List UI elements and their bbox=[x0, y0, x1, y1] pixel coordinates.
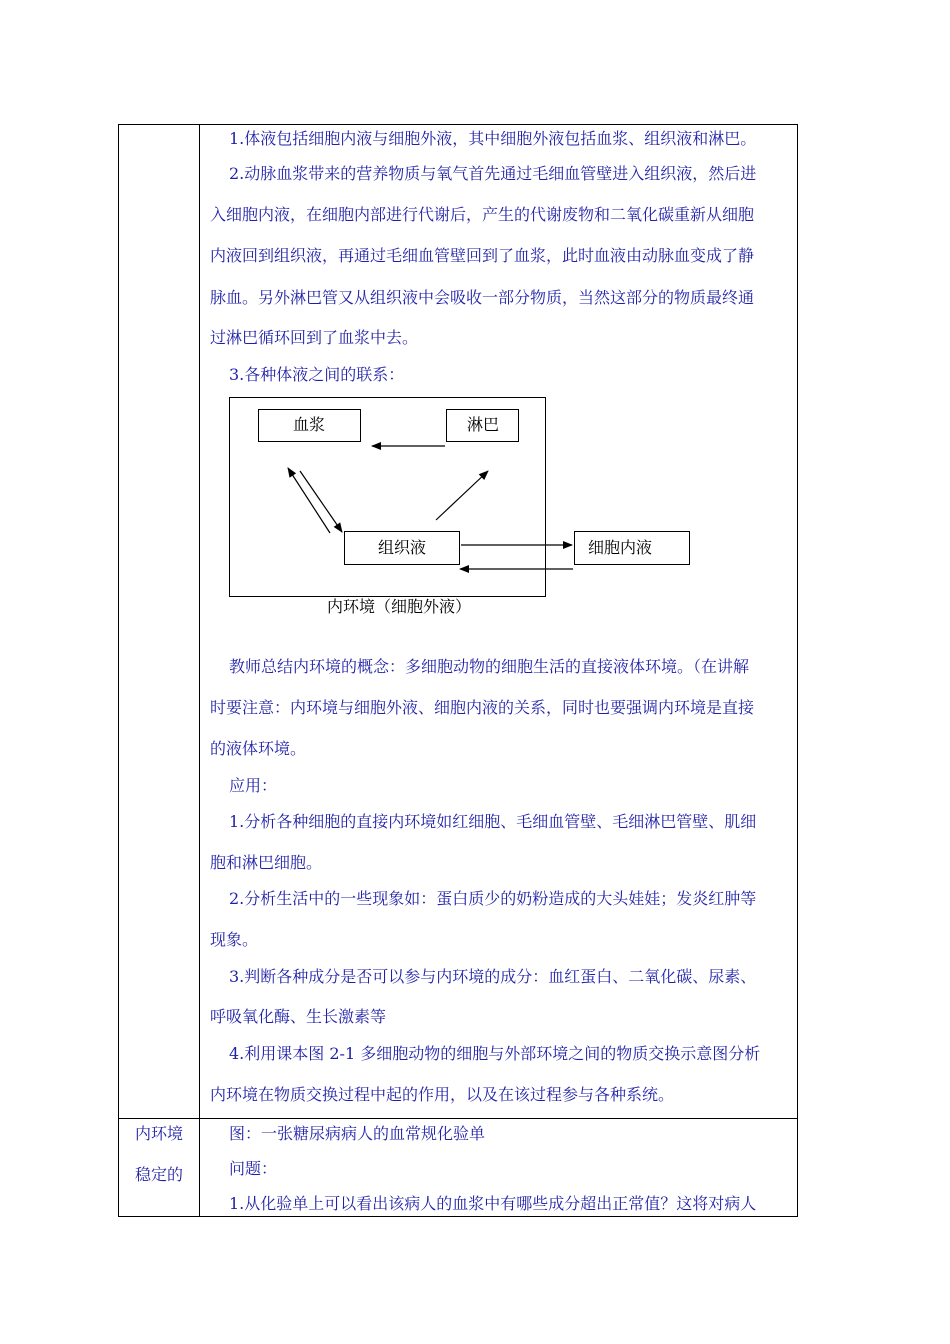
paragraph-2-line-4: 脉血。另外淋巴管又从组织液中会吸收一部分物质，当然这部分的物质最终通 bbox=[210, 288, 755, 307]
plasma-label: 血浆 bbox=[293, 415, 326, 434]
row2-question-1: 1.从化验单上可以看出该病人的血浆中有哪些成分超出正常值？这将对病人 bbox=[229, 1194, 757, 1213]
table-bottom-border bbox=[118, 1216, 798, 1217]
plasma-box bbox=[258, 409, 361, 442]
table-right-border bbox=[797, 124, 798, 1217]
table-left-border bbox=[118, 124, 119, 1217]
application-title: 应用： bbox=[229, 776, 278, 795]
diagram-caption: 内环境（细胞外液） bbox=[327, 597, 472, 616]
application-1-line-2: 胞和淋巴细胞。 bbox=[210, 853, 323, 872]
application-2-line-2: 现象。 bbox=[210, 930, 259, 949]
lymph-label: 淋巴 bbox=[467, 415, 500, 434]
intracellular-fluid-label: 细胞内液 bbox=[588, 538, 653, 557]
application-3-line-1: 3.判断各种成分是否可以参与内环境的成分：血红蛋白、二氧化碳、尿素、 bbox=[229, 967, 757, 986]
row2-question-title: 问题： bbox=[229, 1159, 278, 1178]
paragraph-2-line-1: 2.动脉血浆带来的营养物质与氧气首先通过毛细血管壁进入组织液，然后进 bbox=[229, 164, 757, 183]
paragraph-2-line-3: 内液回到组织液，再通过毛细血管壁回到了血浆，此时血液由动脉血变成了静 bbox=[210, 246, 755, 265]
row2-heading-line-2: 稳定的 bbox=[135, 1165, 184, 1184]
row2-heading-line-1: 内环境 bbox=[135, 1124, 184, 1143]
lymph-box bbox=[446, 409, 519, 442]
paragraph-2-line-2: 入细胞内液，在细胞内部进行代谢后，产生的代谢废物和二氧化碳重新从细胞 bbox=[210, 205, 755, 224]
table-top-border bbox=[118, 124, 798, 125]
application-2-line-1: 2.分析生活中的一些现象如：蛋白质少的奶粉造成的大头娃娃；发炎红肿等 bbox=[229, 889, 757, 908]
summary-line-2: 时要注意：内环境与细胞外液、细胞内液的关系，同时也要强调内环境是直接 bbox=[210, 698, 755, 717]
summary-line-1: 教师总结内环境的概念：多细胞动物的细胞生活的直接液体环境。（在讲解 bbox=[229, 657, 750, 676]
tissue-fluid-box bbox=[344, 531, 460, 565]
application-3-line-2: 呼吸氧化酶、生长激素等 bbox=[210, 1007, 387, 1026]
paragraph-3: 3.各种体液之间的联系： bbox=[229, 365, 405, 384]
summary-line-3: 的液体环境。 bbox=[210, 739, 307, 758]
row-divider bbox=[118, 1118, 798, 1119]
application-4-line-2: 内环境在物质交换过程中起的作用，以及在该过程参与各种系统。 bbox=[210, 1085, 675, 1104]
intracellular-fluid-box bbox=[574, 531, 690, 565]
application-4-line-1: 4.利用课本图 2-1 多细胞动物的细胞与外部环境之间的物质交换示意图分析 bbox=[229, 1044, 761, 1063]
paragraph-2-line-5: 过淋巴循环回到了血浆中去。 bbox=[210, 328, 419, 347]
tissue-fluid-label: 组织液 bbox=[378, 538, 427, 557]
paragraph-1: 1.体液包括细胞内液与细胞外液，其中细胞外液包括血浆、组织液和淋巴。 bbox=[229, 129, 757, 148]
row2-figure-caption: 图：一张糖尿病病人的血常规化验单 bbox=[229, 1124, 486, 1143]
column-divider bbox=[199, 124, 200, 1217]
application-1-line-1: 1.分析各种细胞的直接内环境如红细胞、毛细血管壁、毛细淋巴管壁、肌细 bbox=[229, 812, 757, 831]
